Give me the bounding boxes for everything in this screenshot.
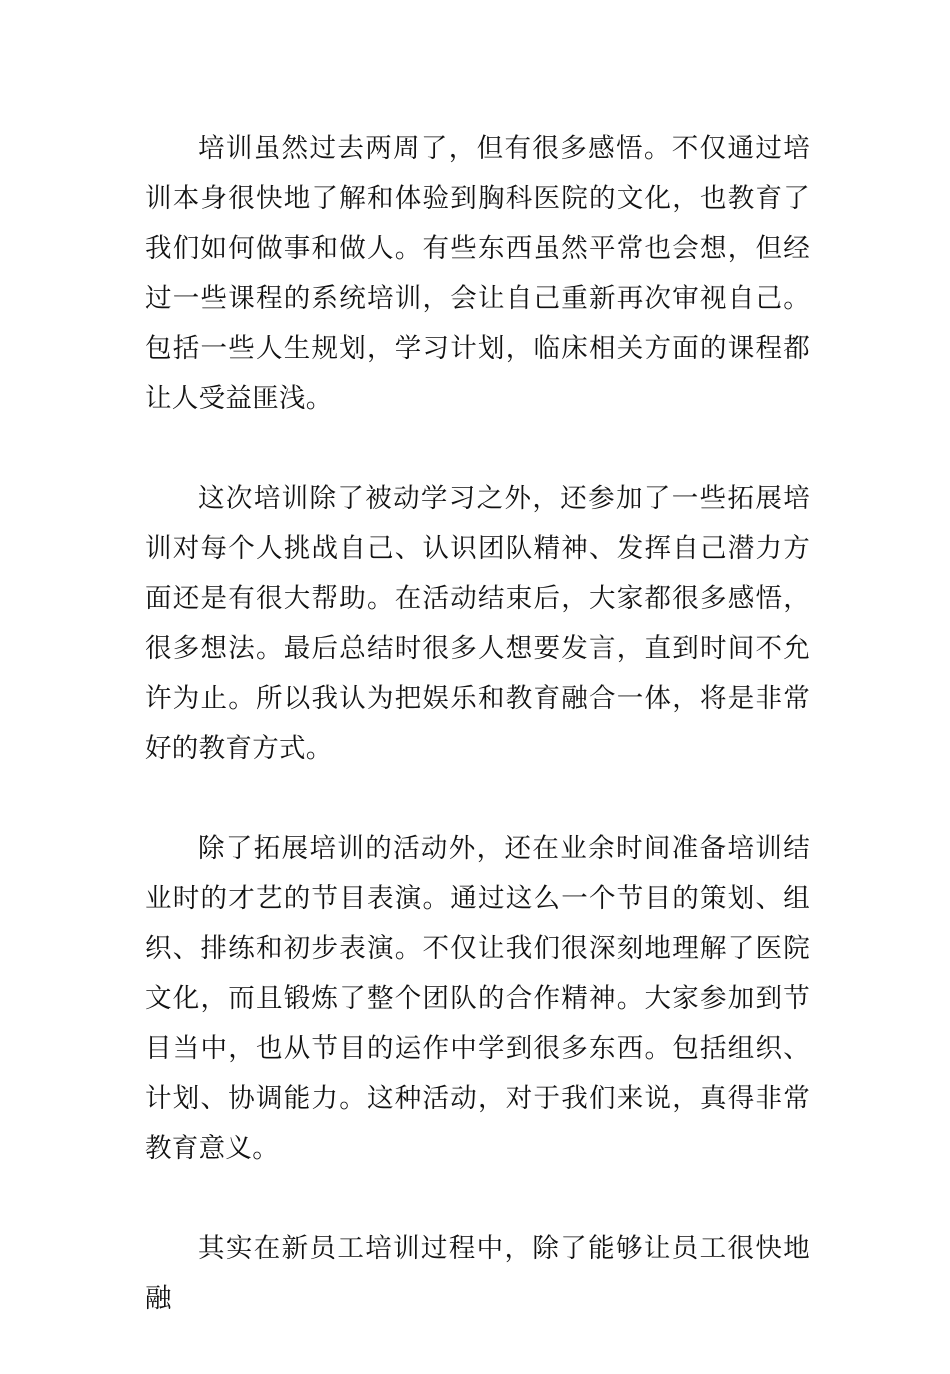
document-body (145, 124, 810, 1374)
paragraph-1: 培训虽然过去两周了，但有很多感悟。不仅通过培训本身很快地了解和体验到胸科医院的文化，也教育了我们如何做事和做人。有些东西虽然平常也会想，但经过一些课程的系统培训，会让自己重新再次审视自己。包括一些人生规划，学习计划，临床相关方面的课程都让人受益匪浅。 (145, 133, 810, 414)
paragraph-2: 这次培训除了被动学习之外，还参加了一些拓展培训对每个人挑战自己、认识团队精神、发挥自己潜力方面还是有很大帮助。在活动结束后，大家都很多感悟，很多想法。最后总结时很多人想要发言，直到时间不允许为止。所以我认为把娱乐和教育融合一体，将是非常好的教育方式。 (145, 483, 810, 764)
paragraph-4: 其实在新员工培训过程中，除了能够让员工很快地融 (145, 1233, 810, 1314)
paragraph-3: 除了拓展培训的活动外，还在业余时间准备培训结业时的才艺的节目表演。通过这么一个节目的策划、组织、排练和初步表演。不仅让我们很深刻地理解了医院文化，而且锻炼了整个团队的合作精神。大家参加到节目当中，也从节目的运作中学到很多东西。包括组织、计划、协调能力。这种活动，对于我们来说，真得非常教育意义。 (145, 833, 810, 1164)
